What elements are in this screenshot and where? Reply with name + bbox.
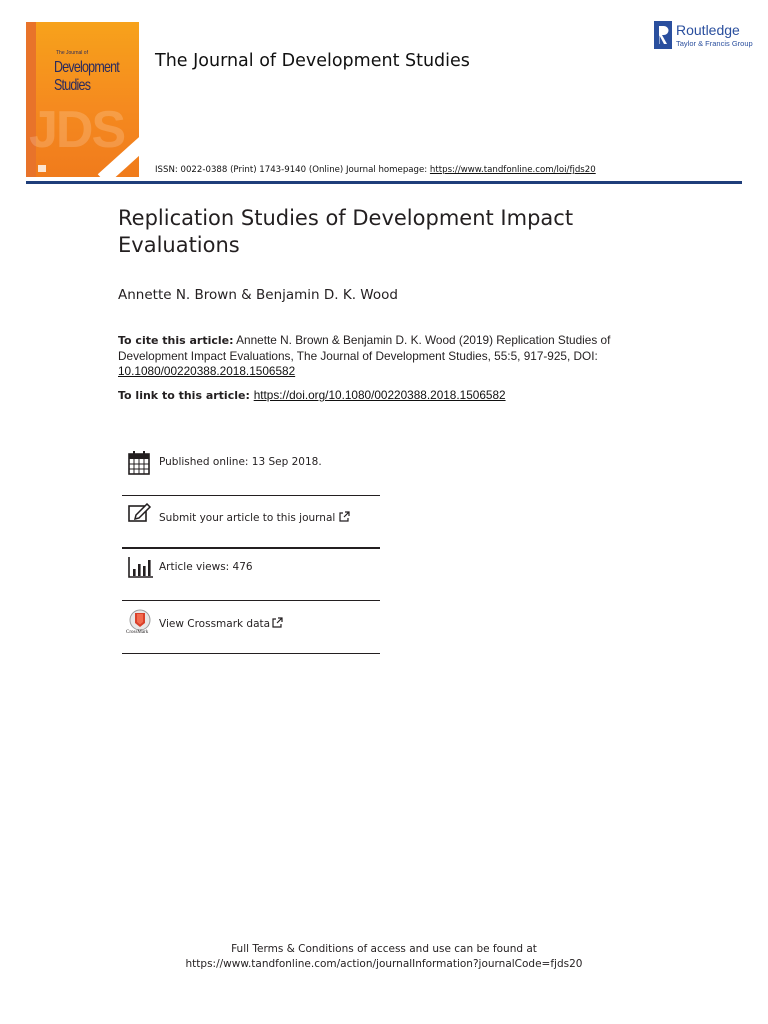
submit-article-link[interactable]: [159, 511, 350, 524]
cover-watermark: JDS: [29, 101, 125, 159]
submit-article-text: Submit your article to this journal: [159, 512, 336, 524]
cover-title-line1: Development: [54, 59, 119, 76]
routledge-logo-icon: [654, 21, 672, 49]
row-divider: [122, 653, 380, 654]
cite-text: Annette N. Brown & Benjamin D. K. Wood (2019) Replication Studies of Development Impact Evaluations, The Journal of Development Studies, 55:5, 917-925, DOI:: [118, 333, 611, 363]
published-date-text: Published online: 13 Sep 2018.: [159, 456, 322, 468]
journal-title: The Journal of Development Studies: [155, 51, 470, 71]
cover-the-journal-of: The Journal of: [56, 50, 88, 56]
header-divider: [26, 181, 742, 184]
row-divider: [122, 600, 380, 601]
footer-terms-text: Full Terms & Conditions of access and use can be found at: [231, 943, 537, 955]
crossmark-text: View Crossmark data: [159, 618, 271, 630]
footer-terms-link[interactable]: https://www.tandfonline.com/action/journalInformation?journalCode=fjds20: [185, 958, 583, 970]
article-doi-link[interactable]: https://doi.org/10.1080/00220388.2018.1506582: [253, 388, 506, 402]
footer: [0, 942, 768, 972]
cite-doi-link[interactable]: 10.1080/00220388.2018.1506582: [118, 363, 296, 378]
article-views-row: [122, 552, 380, 601]
article-views-text: Article views: 476: [159, 561, 253, 573]
external-link-icon: [272, 617, 283, 628]
row-divider: [122, 547, 380, 549]
publisher-subtitle: Taylor & Francis Group: [676, 39, 753, 48]
link-to-article: [118, 388, 506, 402]
calendar-icon: [128, 451, 150, 475]
link-label: To link to this article:: [118, 389, 254, 402]
journal-cover-image: [26, 22, 139, 177]
cover-publisher-logo: [38, 165, 46, 172]
crossmark-icon: [128, 609, 156, 641]
published-row: [122, 448, 380, 496]
crossmark-link[interactable]: [159, 617, 283, 630]
submit-article-row[interactable]: [122, 500, 380, 549]
cite-label: To cite this article:: [118, 334, 234, 347]
publisher-name: Routledge: [676, 22, 740, 38]
article-title: Replication Studies of Development Impact Evaluations: [118, 206, 574, 257]
crossmark-row[interactable]: [122, 605, 380, 654]
issn-line: [155, 165, 596, 175]
external-link-icon: [339, 511, 350, 522]
crossmark-badge-text: CrossMark: [126, 630, 149, 635]
issn-text: ISSN: 0022-0388 (Print) 1743-9140 (Online) Journal homepage:: [155, 165, 430, 175]
bar-chart-icon: [128, 556, 154, 578]
article-authors: Annette N. Brown & Benjamin D. K. Wood: [118, 287, 398, 303]
row-divider: [122, 495, 380, 496]
edit-icon: [128, 503, 152, 523]
citation-block: [118, 333, 638, 378]
journal-homepage-link[interactable]: https://www.tandfonline.com/loi/fjds20: [429, 165, 596, 175]
cover-title-line2: Studies: [54, 77, 91, 94]
